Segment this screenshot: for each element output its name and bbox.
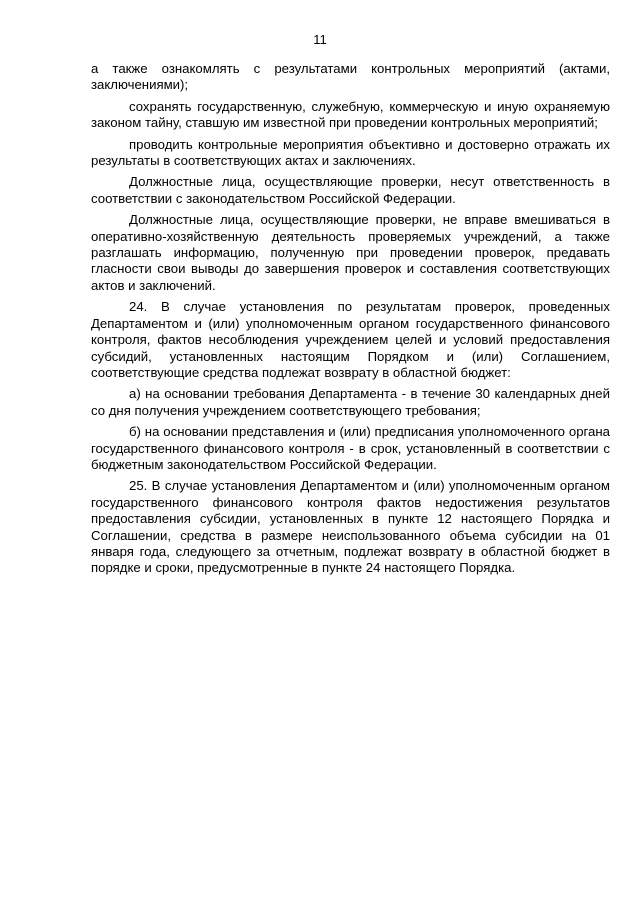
paragraph-officials-responsibility: Должностные лица, осуществляющие проверки, несут ответственность в соответствии с законодательством Российской Федерации. <box>91 174 610 206</box>
paragraph-clause-25: 25. В случае установления Департаментом и (или) уполномоченным органом государственного финансового контроля фактов недостижения результатов предоставления субсидии, установленных в пункте 12 настоящего Порядка и Соглашении, средства в размере неиспользованного объема субсидии на 01 января года, следующего за отчетным, подлежат возврату в областной бюджет в порядке и сроки, предусмотренные в пункте 24 настоящего Порядка. <box>91 478 610 576</box>
paragraph-officials-restrictions: Должностные лица, осуществляющие проверки, не вправе вмешиваться в оперативно-хозяйственную деятельность проверяемых учреждений, а также разглашать информацию, полученную при проведении проверок, предавать гласности свои выводы до завершения проверок и составления соответствующих актов и заключений. <box>91 212 610 293</box>
paragraph-clause-24: 24. В случае установления по результатам проверок, проведенных Департаментом и (или) уполномоченным органом государственного финансового контроля, фактов несоблюдения учреждением целей и условий предоставления субсидий, установленных настоящим Порядком и (или) Соглашением, соответствующие средства подлежат возврату в областной бюджет: <box>91 299 610 380</box>
paragraph-keep-secrets: сохранять государственную, служебную, коммерческую и иную охраняемую законом тайну, ставшую им известной при проведении контрольных мероприятий; <box>91 98 610 131</box>
page-number: 11 <box>313 32 327 47</box>
paragraph-familiarize-results: а также ознакомлять с результатами контрольных мероприятий (актами, заключениями); <box>91 61 610 93</box>
paragraph-objective-reporting: проводить контрольные мероприятия объективно и достоверно отражать их результаты в соответствующих актах и заключениях. <box>91 136 610 169</box>
paragraph-clause-24-a: а) на основании требования Департамента - в течение 30 календарных дней со дня получения учреждением соответствующего требования; <box>91 386 610 418</box>
document-body <box>91 61 610 582</box>
paragraph-clause-24-b: б) на основании представления и (или) предписания уполномоченного органа государственного финансового контроля - в срок, установленный в соответствии с бюджетным законодательством Российской Федерации. <box>91 424 610 472</box>
